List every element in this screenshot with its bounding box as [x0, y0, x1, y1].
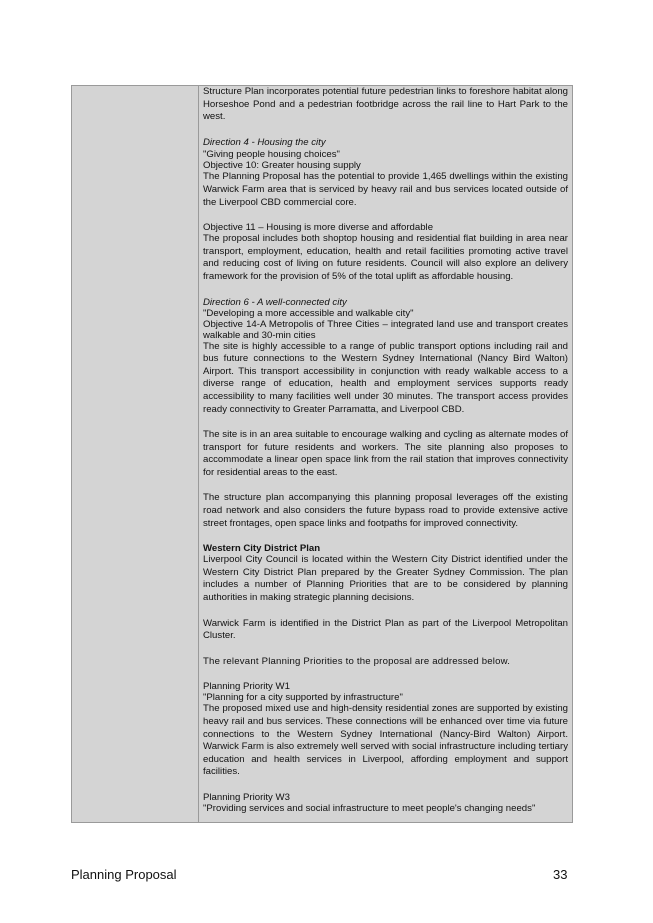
priority-w1-quote: "Planning for a city supported by infrastructure": [203, 692, 403, 704]
objective-10: Objective 10: Greater housing supply: [203, 160, 361, 172]
direction-4-quote: "Giving people housing choices": [203, 149, 340, 161]
direction-6-heading: Direction 6 - A well-connected city: [203, 296, 347, 308]
paragraph-liverpool-council: Liverpool City Council is located within the Western City District identified under the Western City District Plan prepared by the Greater Sydney Commission. The plan includes a number of Planning Priorities that are to be considered by planning authorities in making strategic planning decisions.: [203, 554, 568, 604]
objective-11: Objective 11 – Housing is more diverse and affordable: [203, 222, 434, 234]
content-table: [71, 85, 573, 823]
paragraph-walking-cycling: The site is in an area suitable to encourage walking and cycling as alternate modes of transport for future residents and workers. The site planning also proposes to accommodate a linear open space link from the rail station that improves connectivity for residential areas to the east.: [203, 429, 568, 478]
table-right-column: [199, 86, 572, 822]
paragraph-transport-access: The site is highly accessible to a range of public transport options including rail and bus future connections to the Western Sydney International (Nancy Bird Walton) Airport. This transport accessibility in conjunction with ready walkable access to a diverse range of education, health and employment services supports ready accessibility to many facilities well under 30 minutes. The transport access provides ready connectivity to Greater Parramatta, and Liverpool CBD.: [203, 340, 568, 415]
paragraph-warwick-farm-cluster: Warwick Farm is identified in the District Plan as part of the Liverpool Metropolitan Cluster.: [203, 617, 568, 642]
priority-w3-quote: "Providing services and social infrastructure to meet people's changing needs": [203, 802, 536, 814]
western-city-district-plan-heading: Western City District Plan: [203, 543, 321, 555]
table-left-column: [72, 86, 199, 822]
paragraph-relevant-priorities: The relevant Planning Priorities to the proposal are addressed below.: [203, 655, 511, 667]
direction-6-quote: "Developing a more accessible and walkable city": [203, 307, 414, 319]
paragraph-road-network: The structure plan accompanying this planning proposal leverages off the existing road network and also considers the future bypass road to provide extensive active street frontages, open space links and footpaths for improved connectivity.: [203, 492, 568, 529]
objective-14: Objective 14-A Metropolis of Three Cities – integrated land use and transport creates walkable and 30-min cities: [203, 318, 568, 341]
paragraph-dwellings: The Planning Proposal has the potential to provide 1,465 dwellings within the existing Warwick Farm area that is serviced by heavy rail and bus services located outside of the Liverpool CBD commercial core.: [203, 171, 568, 208]
page-number: 33: [553, 867, 568, 882]
paragraph-affordable-housing: The proposal includes both shoptop housing and residential flat building in area near transport, employment, education, health and retail facilities promoting active travel and reducing cost of living on future residents. Council will also explore an delivery framework for the provision of 5% of the total uplift as affordable housing.: [203, 233, 568, 282]
direction-4-heading: Direction 4 - Housing the city: [203, 136, 326, 148]
footer-title: Planning Proposal: [71, 867, 177, 882]
priority-w3-heading: Planning Priority W3: [203, 791, 290, 803]
paragraph-structure-plan: Structure Plan incorporates potential future pedestrian links to foreshore habitat along Horseshoe Pond and a pedestrian footbridge across the rail line to Hart Park to the west.: [203, 86, 568, 123]
priority-w1-heading: Planning Priority W1: [203, 681, 290, 693]
paragraph-infrastructure: The proposed mixed use and high-density residential zones are supported by existing heavy rail and bus services. These connections will be enhanced over time via future connections to the Western Sydney International (Nancy-Bird Walton) Airport. Warwick Farm is also extremely well served with social infrastructure including tertiary education and health services in Liverpool, affording employment and support facilities.: [203, 703, 568, 778]
